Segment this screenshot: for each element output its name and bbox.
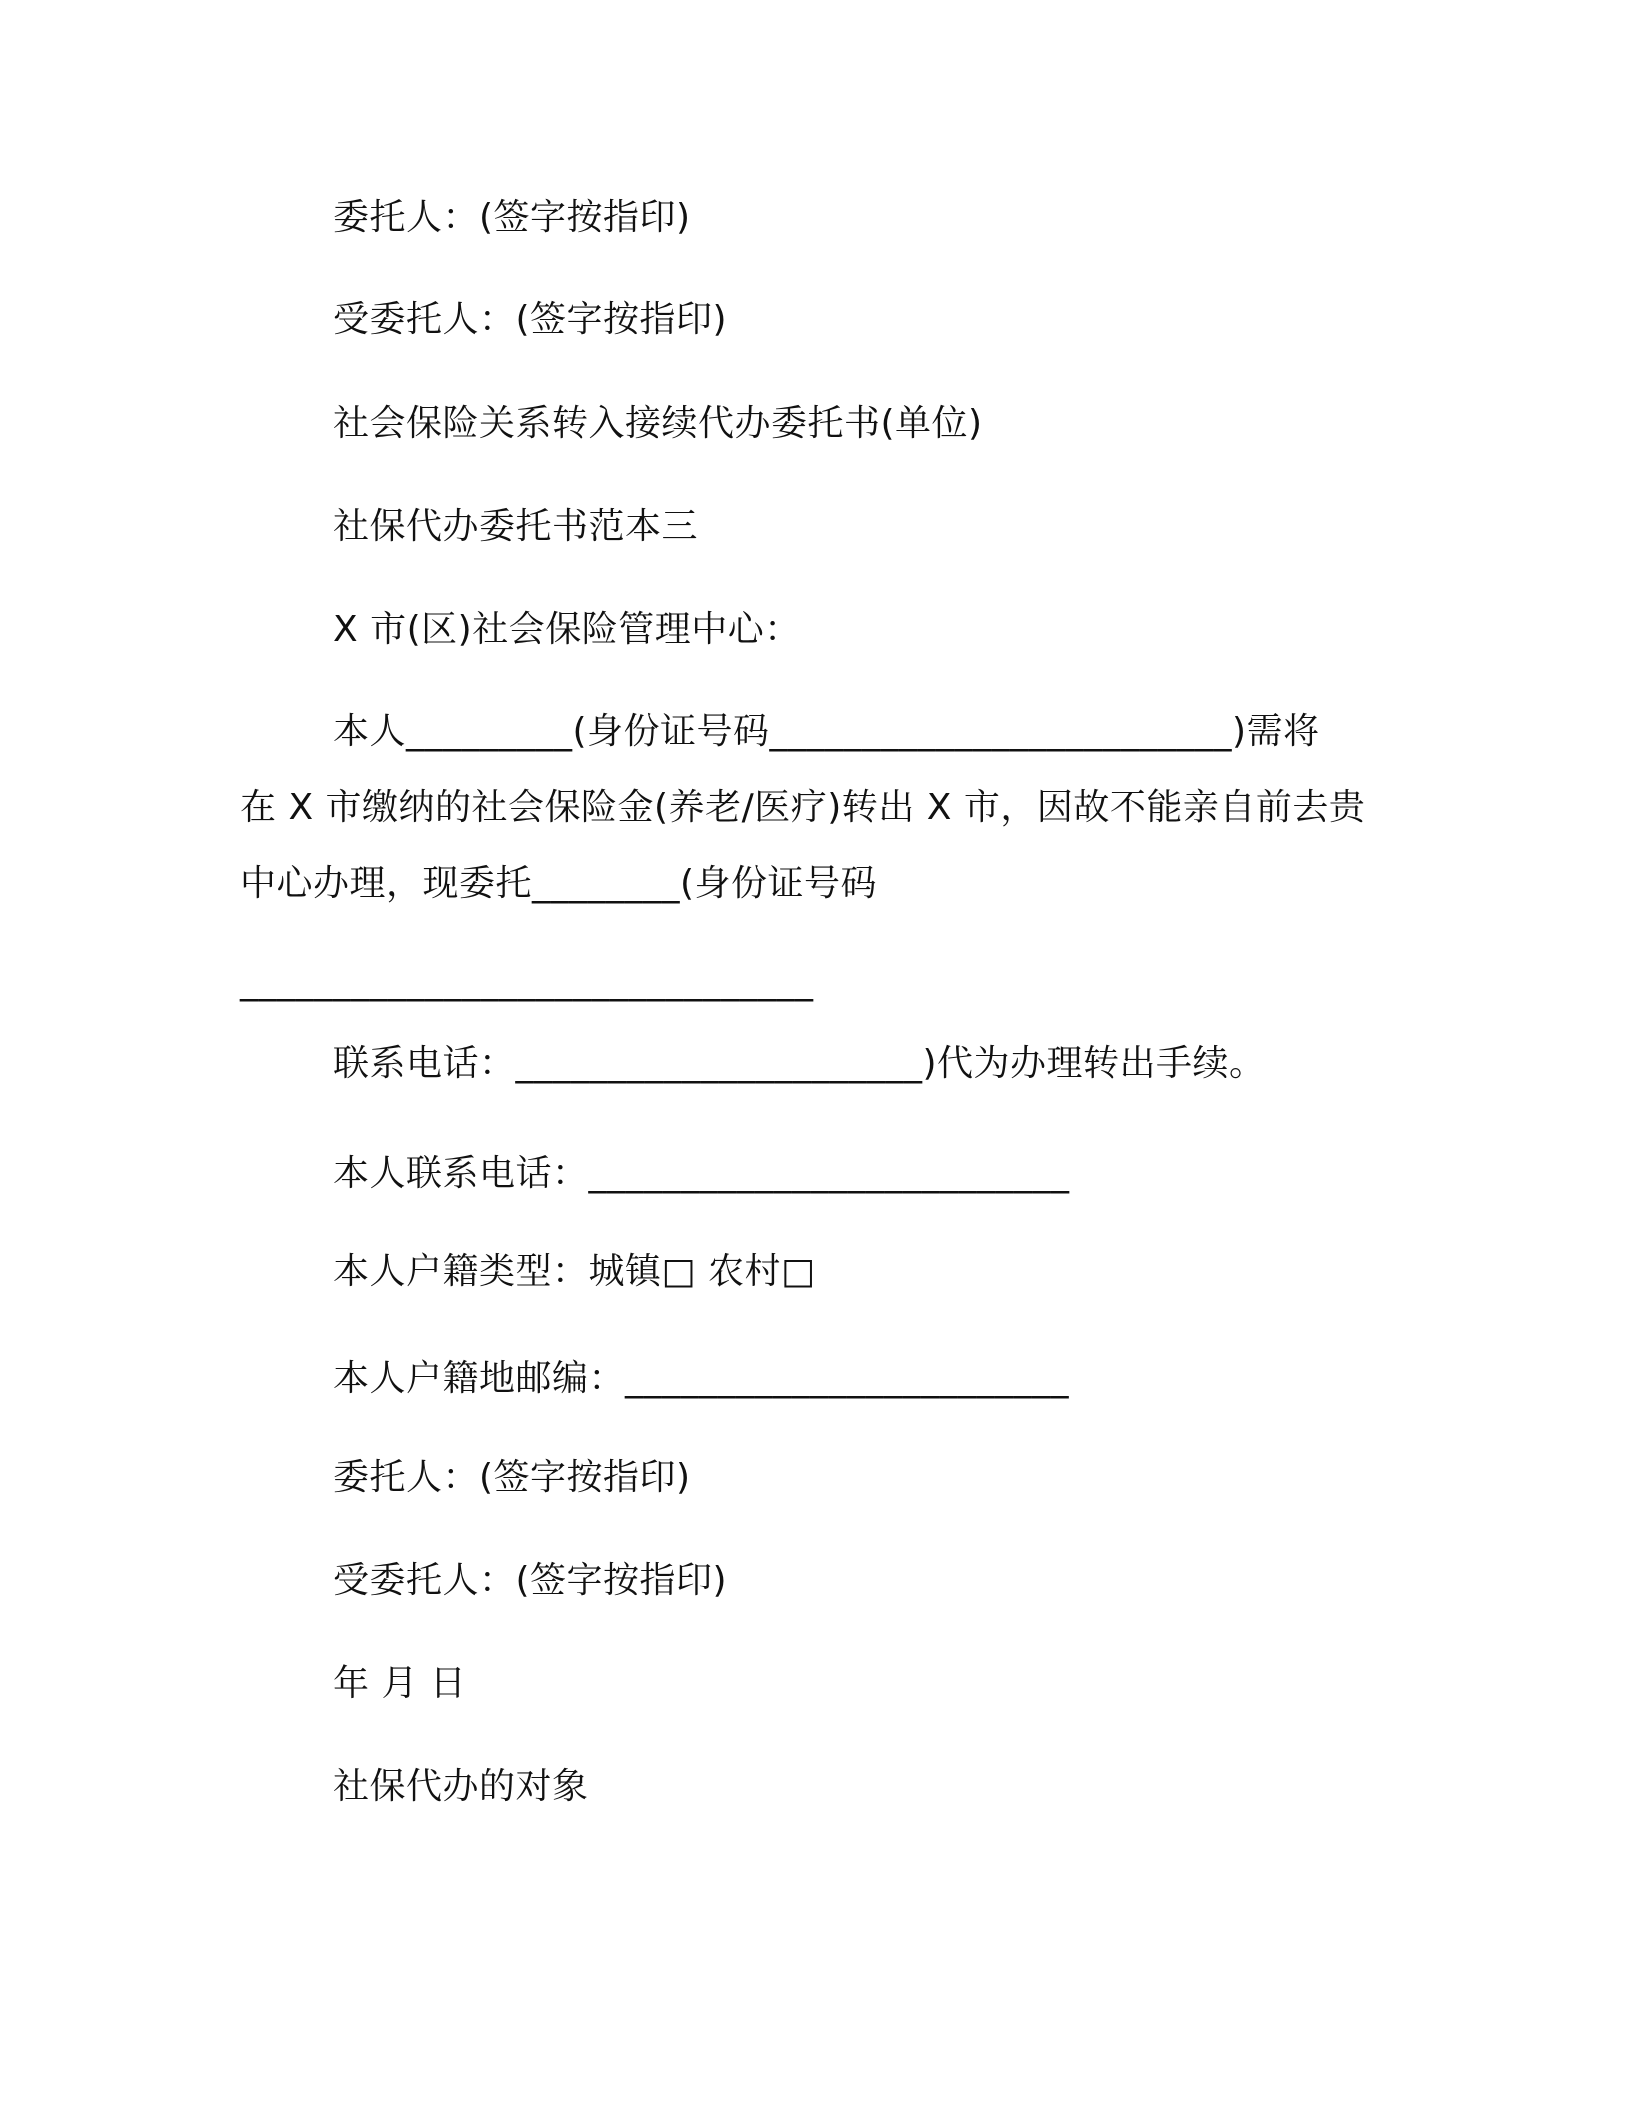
section-heading-template-three: 社保代办委托书范本三 xyxy=(333,506,699,547)
principal-signature-line-2: 委托人：(签字按指印) xyxy=(333,1457,691,1498)
date-line: 年 月 日 xyxy=(333,1663,467,1704)
body-paragraph-line-2: 在 X 市缴纳的社会保险金(养老/医疗)转出 X 市，因故不能亲自前去贵 xyxy=(240,787,1366,828)
own-contact-phone-line: 本人联系电话：__________________________ xyxy=(333,1153,1070,1194)
contact-phone-line: 联系电话：______________________)代为办理转出手续。 xyxy=(333,1043,1266,1084)
section-heading-targets: 社保代办的对象 xyxy=(333,1766,589,1807)
agent-signature-line-2: 受委托人：(签字按指印) xyxy=(333,1560,728,1601)
agent-signature-line: 受委托人：(签字按指印) xyxy=(333,299,728,340)
blank-id-line: _______________________________ xyxy=(240,961,814,1002)
household-postcode-line: 本人户籍地邮编：________________________ xyxy=(333,1358,1070,1399)
addressee-line: X 市(区)社会保险管理中心： xyxy=(333,609,801,650)
section-heading-unit: 社会保险关系转入接续代办委托书(单位) xyxy=(333,403,983,444)
principal-signature-line: 委托人：(签字按指印) xyxy=(333,197,691,238)
household-type-line: 本人户籍类型：城镇□ 农村□ xyxy=(333,1251,816,1292)
body-paragraph-line-3: 中心办理，现委托________(身份证号码 xyxy=(240,863,878,904)
body-paragraph-line-1: 本人_________(身份证号码_________________________)需将 xyxy=(333,711,1320,752)
